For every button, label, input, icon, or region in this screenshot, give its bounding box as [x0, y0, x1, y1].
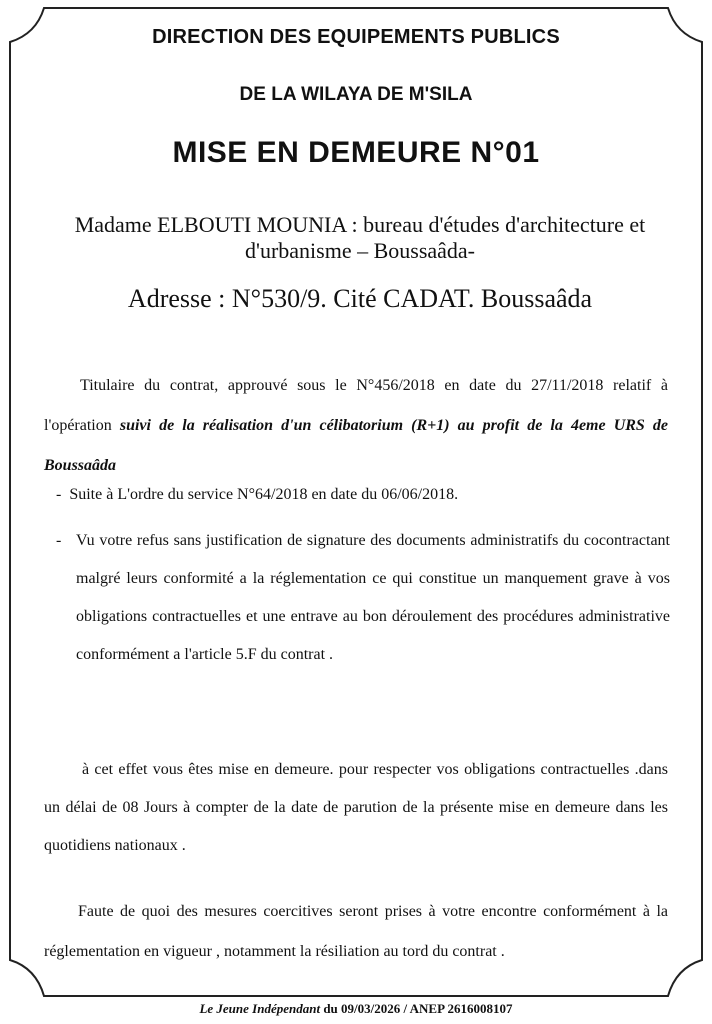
operation-title: suivi de la réalisation d'un célibatorium (R+1) au profit de la 4eme URS de Boussaâda: [44, 417, 669, 474]
header-direction-line: DIRECTION DES EQUIPEMENTS PUBLICS: [152, 26, 560, 48]
header-wilaya-line: DE LA WILAYA DE M'SILA: [239, 84, 473, 105]
bullet-service-order-text: Suite à L'ordre du service N°64/2018 en date du 06/06/2018.: [69, 486, 459, 503]
publication-name: Le Jeune Indépendant: [199, 1001, 321, 1016]
bullet-marker: -: [56, 532, 62, 549]
bullet-service-order: [56, 486, 668, 504]
contract-paragraph: [44, 366, 668, 486]
publication-reference: du 09/03/2026 / ANEP 2616008107: [320, 1001, 513, 1016]
document-title: MISE EN DEMEURE N°01: [172, 136, 540, 169]
publication-footer: [0, 1001, 712, 1017]
addressee-address: Adresse : N°530/9. Cité CADAT. Boussaâda: [127, 284, 593, 313]
bullet-refusal: [56, 522, 670, 674]
bullet-marker: -: [56, 486, 62, 503]
contract-intro-text: Titulaire du contrat, approuvé sous le N°456/2018 en date du 27/11/2018 relatif à l'opération: [44, 377, 668, 434]
formal-notice-paragraph: à cet effet vous êtes mise en demeure. pour respecter vos obligations contractuelles .dans un délai de 08 Jours à compter de la date de parution de la présente mise en demeure dans les quotidiens nationaux .: [44, 761, 668, 854]
coercive-measures-paragraph: Faute de quoi des mesures coercitives seront prises à votre encontre conformément à la réglementation en vigueur , notamment la résiliation au tord du contrat .: [44, 903, 668, 960]
addressee-name: Madame ELBOUTI MOUNIA : bureau d'études d'architecture et d'urbanisme – Boussaâda-: [74, 212, 646, 263]
bullet-refusal-text: Vu votre refus sans justification de signature des documents administratifs du cocontractant malgré leurs conformité a la réglementation ce qui constitue un manquement grave à vos obligations contractuelles et une entrave au bon déroulement des procédures administrative conformément a l'article 5.F du contrat .: [76, 532, 670, 663]
